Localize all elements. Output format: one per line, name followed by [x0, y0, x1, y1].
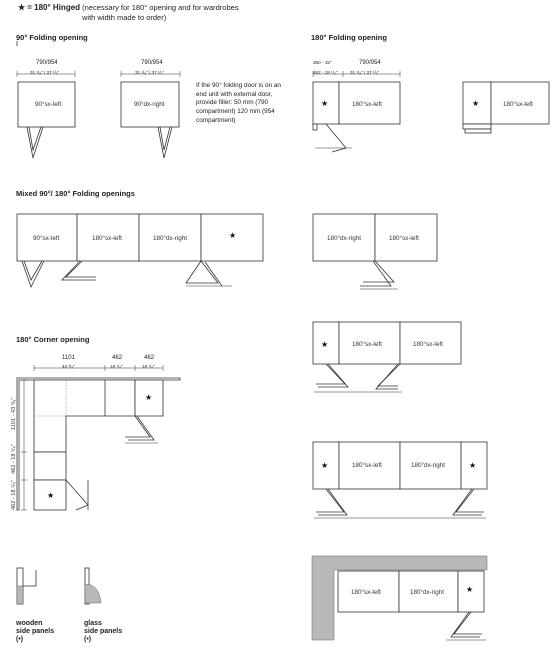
heading-180-folding: 180° Folding opening — [311, 33, 387, 42]
hinge-star-5: ★ — [321, 461, 329, 470]
heading-90-folding: 90° Folding opening — [16, 33, 88, 42]
dim-18-b: 18 ¹/₄" — [142, 364, 155, 369]
heading-mixed-folding: Mixed 90°/ 180° Folding openings — [16, 189, 135, 198]
dim-width-a: 790/954 — [36, 60, 58, 66]
svg-text:180°sx-left: 180°sx-left — [413, 341, 443, 348]
dim-462-small: 462 - 18 ¹/₄" — [313, 70, 338, 75]
caption-glass-panels: glass side panels (•) — [84, 620, 123, 644]
vdim-462-b: 462 - 18 ¹/₄" — [11, 480, 17, 510]
vdim-462-a: 462 - 18 ¹/₄" — [11, 444, 17, 474]
svg-text:180°sx-left: 180°sx-left — [92, 235, 122, 242]
dim-inches-a: 31 ¹/₈" / 37 ¹/₂" — [30, 70, 60, 75]
dim-1101: 1101 — [62, 355, 75, 361]
star-symbol: ★ — [18, 3, 26, 12]
dim-462-a: 462 — [112, 355, 123, 361]
svg-text:180°sx-left: 180°sx-left — [389, 235, 419, 242]
label-90-dx: 90°dx-right — [134, 101, 165, 108]
svg-text:180°dx-right: 180°dx-right — [411, 462, 446, 469]
hinge-star-7: ★ — [466, 585, 474, 594]
hinge-star-1: ★ — [321, 99, 329, 108]
heading-corner-opening: 180° Corner opening — [16, 335, 90, 344]
svg-text:90°sx-left: 90°sx-left — [33, 235, 60, 242]
svg-text:180°dx-right: 180°dx-right — [410, 589, 445, 596]
caption-wooden-panels: wooden side panels (•) — [16, 620, 55, 644]
hinge-star-6: ★ — [469, 461, 477, 470]
svg-text:180°sx-left: 180°sx-left — [352, 341, 382, 348]
dim-43: 43 ³/₈" — [62, 364, 75, 369]
dim-462-b: 462 — [144, 355, 155, 361]
dim-inches-b: 31 ¹/₈" / 37 ¹/₂" — [135, 70, 165, 75]
label-90-sx: 90°sx-left — [35, 101, 62, 108]
svg-text:180°dx-right: 180°dx-right — [327, 235, 362, 242]
dim-380: 380 - 15" — [313, 60, 332, 65]
legend-note-2: with width made to order) — [82, 13, 167, 22]
hinge-star-4: ★ — [321, 340, 329, 349]
hinge-star-corner-1: ★ — [145, 393, 153, 402]
hinge-star-corner-2: ★ — [47, 491, 55, 500]
legend-title: = 180° Hinged — [27, 3, 81, 12]
svg-text:180°sx-left: 180°sx-left — [352, 101, 382, 108]
dim-width-b: 790/954 — [141, 60, 163, 66]
svg-text:180°sx-left: 180°sx-left — [352, 462, 382, 469]
dim-18-a: 18 ¹/₄" — [110, 364, 123, 369]
hinge-star-2: ★ — [472, 99, 480, 108]
svg-text:180°sx-left: 180°sx-left — [351, 589, 381, 596]
svg-text:180°sx-left: 180°sx-left — [503, 101, 533, 108]
legend-note-1: (necessary for 180° opening and for wardrobes — [82, 3, 239, 12]
dim-width-c: 790/954 — [359, 60, 381, 66]
vdim-1101: 1101 - 43 ³/₈" — [11, 397, 17, 430]
hinge-star-3: ★ — [229, 231, 237, 240]
filler-note: If the 90° folding door is on an end unit with external door, provide filler: 50 mm (790 compartment) 120 mm (954 compartment) — [196, 82, 281, 124]
dim-inches-c: 31 ¹/₈" / 37 ¹/₂" — [350, 70, 380, 75]
svg-text:180°dx-right: 180°dx-right — [153, 235, 188, 242]
